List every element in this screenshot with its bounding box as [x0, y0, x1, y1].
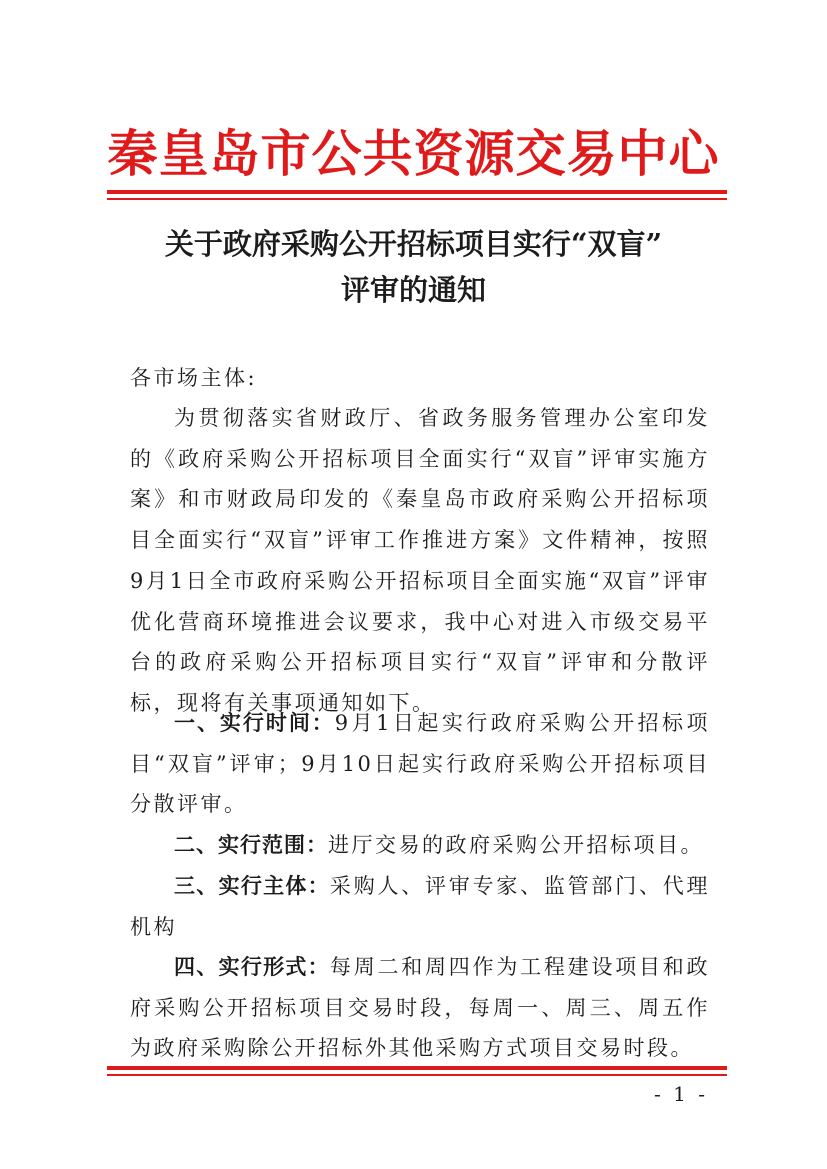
- document-title-line-2: 评审的通知: [340, 273, 486, 307]
- footer-rule-top: [107, 1066, 727, 1070]
- item-1-heading: 一、实行时间：: [174, 711, 335, 735]
- item-2-heading: 二、实行范围：: [174, 833, 328, 857]
- item-1-paragraph: [130, 703, 710, 825]
- item-4-paragraph: [130, 947, 710, 1069]
- item-4-heading: 四、实行形式：: [174, 955, 330, 979]
- letterhead-rule-top: [107, 190, 727, 194]
- item-2-body: 进厅交易的政府采购公开招标项目。: [328, 833, 704, 857]
- item-4-body: 每周二和周四作为工程建设项目和政府采购公开招标项目交易时段，每周一、周三、周五作为政府采购除公开招标外其他采购方式项目交易时段。: [130, 955, 711, 1061]
- item-1-body: 9月1日起实行政府采购公开招标项目“双盲”评审；9月10日起实行政府采购公开招标项目分散评审。: [130, 711, 711, 817]
- document-title-line-1: 关于政府采购公开招标项目实行“双盲”: [164, 227, 663, 261]
- page-number: - 1 -: [654, 1082, 708, 1106]
- item-3-paragraph: [130, 866, 710, 947]
- salutation: 各市场主体:: [130, 366, 258, 390]
- letterhead-org-name: 秦皇岛市公共资源交易中心: [107, 124, 720, 183]
- footer-rule-bottom: [107, 1074, 727, 1076]
- letterhead-rule-bottom: [107, 198, 727, 200]
- item-2-paragraph: [130, 825, 710, 866]
- item-3-body: 采购人、评审专家、监管部门、代理机构: [130, 874, 711, 939]
- item-3-heading: 三、实行主体：: [174, 874, 330, 898]
- intro-paragraph: 为贯彻落实省财政厅、省政务服务管理办公室印发的《政府采购公开招标项目全面实行“双盲”评审实施方案》和市财政局印发的《秦皇岛市政府采购公开招标项目全面实行“双盲”评审工作推进方案》文件精神，按照9月1日全市政府采购公开招标项目全面实施“双盲”评审优化营商环境推进会议要求，我中心对进入市级交易平台的政府采购公开招标项目实行“双盲”评审和分散评标，现将有关事项通知如下。: [130, 406, 710, 715]
